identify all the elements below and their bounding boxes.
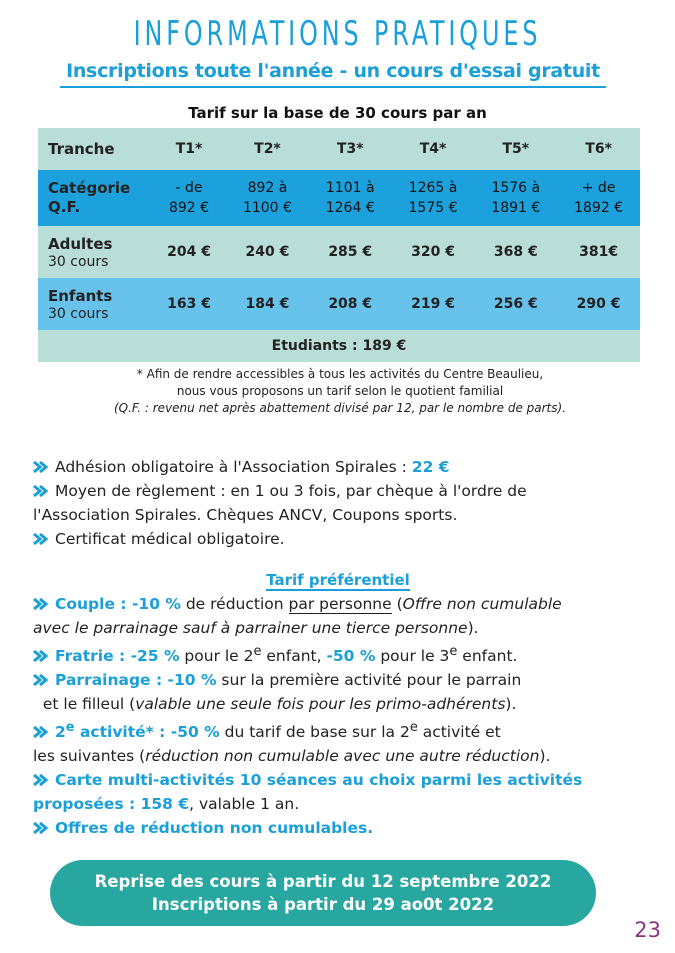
couple-text1: de réduction [180,595,289,613]
couple-italic1: Offre non cumulable [402,595,562,613]
carte-text: , valable 1 an. [189,795,300,814]
categorie-label [38,170,152,226]
adhesion-price: 22 € [411,458,450,476]
categorie-to: 892 € [168,200,210,216]
deux-text2: activité et [417,723,501,742]
tarif-table [38,128,640,362]
categorie-from: 1265 à [408,180,458,196]
price-cell: 368 € [493,244,538,260]
categorie-to: 1575 € [408,200,458,216]
list-item-fratrie [33,640,643,668]
price-cell: 163 € [167,296,211,312]
categorie-cell [474,170,557,226]
chevron-arrow-icon [33,774,49,786]
categorie-to: 1100 € [242,200,292,216]
chevron-arrow-icon [33,650,49,662]
categorie-to: 1891 € [491,200,541,216]
page-title: INFORMATIONS PRATIQUES [133,14,542,54]
chevron-arrow-icon [33,461,49,473]
fratrie-sup1: e [253,644,262,659]
table-row-tranche [38,128,640,170]
list-item-certificat [33,527,643,551]
parrain-end: ). [505,695,517,714]
list-item-offres [33,816,643,840]
couple-label: Couple : -10 % [55,595,181,613]
categorie-from: 1101 à [325,180,375,196]
categorie-label-line1: Catégorie [48,179,131,197]
parrain-text2: et le filleul ( [42,695,136,714]
enfants-label-text: Enfants [48,286,113,305]
couple-italic2: avec le parrainage sauf à parrainer une tierce personne [33,619,468,637]
couple-end: ). [467,619,479,637]
chevron-arrow-icon [33,533,49,545]
note-line2: nous vous proposons un tarif selon le quotient familial [176,384,504,398]
reglement-line1: Moyen de règlement : en 1 ou 3 fois, par chèque à l'ordre de [55,482,527,500]
tranche-cell: T6* [585,141,612,157]
tranche-cell: T3* [336,141,364,157]
price-cell: 204 € [167,244,211,260]
table-row-enfants [38,278,640,330]
categorie-cell [226,170,309,226]
deux-label-a: 2 [55,723,66,742]
tranche-label: Tranche [48,139,115,158]
pref-heading [33,568,643,592]
parrain-text1: sur la première activité pour le parrain [216,671,522,690]
note-line1: * Afin de rendre accessibles à tous les activités du Centre Beaulieu, [136,367,544,381]
categorie-to: 1264 € [325,200,375,216]
deux-text3: les suivantes ( [33,747,146,766]
price-cell: 290 € [576,296,621,312]
table-row-adultes [38,226,640,278]
couple-underlined: par personne [288,595,392,613]
list-item-carte [33,768,643,816]
page-number: 23 [634,918,661,942]
deux-sup: e [409,720,418,736]
offres-text: Offres de réduction non cumulables. [55,819,374,838]
tranche-cell: T1* [175,141,203,157]
reglement-line2: l'Association Spirales. Chèques ANCV, Coupons sports. [33,506,458,524]
list-item-reglement [33,479,643,527]
page-subtitle: Inscriptions toute l'année - un cours d'essai gratuit [60,60,606,88]
price-cell: 219 € [411,296,455,312]
categorie-from: - de [175,180,203,196]
parrain-label: Parrainage : -10 % [55,671,217,690]
adultes-label-text: Adultes [48,234,113,253]
deux-text1: du tarif de base sur la 2 [219,723,410,742]
chevron-arrow-icon [33,485,49,497]
deux-label-sup: e [65,720,75,736]
fratrie-label2: -50 % [326,647,376,666]
price-cell: 240 € [245,244,290,260]
chevron-arrow-icon [33,726,49,738]
table-row-etudiants [38,330,640,362]
list-item-couple [33,592,643,640]
list-item-adhesion [33,455,643,479]
adultes-label [38,226,152,278]
info-list [33,455,643,840]
categorie-from: + de [581,180,616,196]
deux-label-b: activité* : -50 % [74,723,220,742]
parrain-italic: valable une seule fois pour les primo-adhérents [135,695,506,714]
price-cell: 208 € [328,296,373,312]
categorie-cell [392,170,475,226]
categorie-to: 1892 € [574,200,624,216]
fratrie-text3: pour le 3 [375,647,450,666]
price-cell: 381€ [579,244,619,260]
fratrie-label: Fratrie : -25 % [55,647,180,666]
chevron-arrow-icon [33,822,49,834]
price-cell: 320 € [411,244,455,260]
adultes-sub: 30 cours [48,253,109,270]
fratrie-sup2: e [449,644,458,659]
tranche-cell: T5* [502,141,530,157]
reprise-banner [50,860,596,926]
enfants-label [38,278,152,330]
categorie-cell [557,170,640,226]
fratrie-text4: enfant. [457,647,518,666]
note-line3: (Q.F. : revenu net après abattement divisé par 12, par le nombre de parts). [113,401,567,415]
price-cell: 184 € [245,296,290,312]
list-item-parrainage [33,668,643,716]
tranche-cell: T4* [419,141,447,157]
fratrie-text2: enfant, [261,647,327,666]
price-cell: 256 € [493,296,538,312]
categorie-cell [309,170,392,226]
banner-line1: Reprise des cours à partir du 12 septembre 2022 [94,872,552,891]
list-item-deuxieme-activite [33,716,643,768]
carte-label2: proposées : 158 € [33,795,190,814]
chevron-arrow-icon [33,598,49,610]
adhesion-text: Adhésion obligatoire à l'Association Spirales : [55,458,412,476]
deux-end: ). [539,747,551,766]
chevron-arrow-icon [33,674,49,686]
categorie-from: 892 à [247,180,288,196]
carte-label: Carte multi-activités 10 séances au choix parmi les activités [55,771,583,790]
deux-italic: réduction non cumulable avec une autre réduction [145,747,540,766]
banner-line2: Inscriptions à partir du 29 ao0t 2022 [151,895,495,914]
tranche-cell: T2* [254,141,281,157]
tarif-heading: Tarif sur la base de 30 cours par an [188,104,487,122]
etudiants-cell: Etudiants : 189 € [271,338,407,354]
certificat-text: Certificat médical obligatoire. [55,530,285,548]
couple-text2: ( [391,595,403,613]
categorie-from: 1576 à [491,180,541,196]
price-cell: 285 € [328,244,373,260]
categorie-label-line2: Q.F. [48,198,81,216]
enfants-sub: 30 cours [48,305,109,322]
categorie-cell [152,170,226,226]
pref-heading-text: Tarif préférentiel [266,571,410,589]
quotient-note [40,366,640,417]
table-row-categorie [38,170,640,226]
fratrie-text1: pour le 2 [179,647,254,666]
